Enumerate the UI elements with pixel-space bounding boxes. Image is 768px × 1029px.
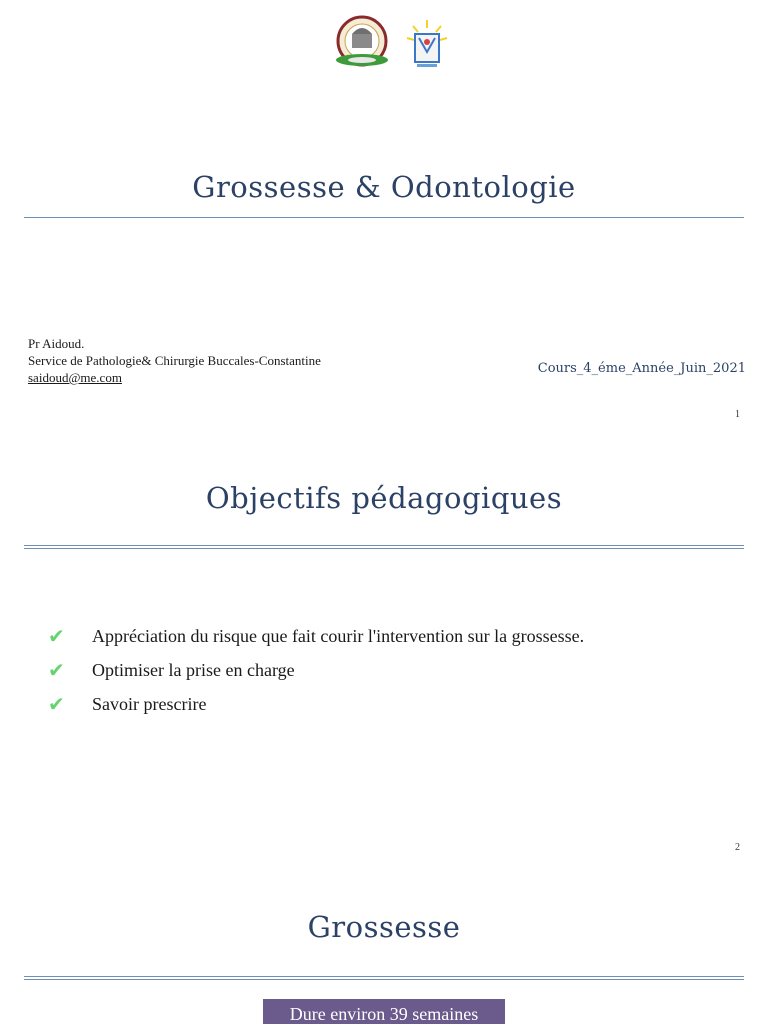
slide-title-objectives: Objectifs pédagogiques bbox=[205, 481, 563, 515]
bullet-text: Appréciation du risque que fait courir l'intervention sur la grossesse. bbox=[92, 625, 585, 646]
list-item bbox=[48, 692, 206, 716]
faculty-logo bbox=[405, 18, 449, 72]
author-name: Pr Aidoud. bbox=[28, 336, 85, 351]
duration-banner: Dure environ 39 semaines bbox=[263, 999, 505, 1024]
slide-title-grossesse: Grossesse bbox=[307, 910, 461, 944]
university-logo bbox=[331, 14, 393, 74]
slide-title-main: Grossesse & Odontologie bbox=[192, 170, 576, 204]
list-item bbox=[48, 624, 584, 648]
bullet-text: Savoir prescrire bbox=[92, 693, 207, 714]
check-icon: ✔ bbox=[48, 692, 65, 716]
author-email-link[interactable]: saidoud@me.com bbox=[28, 370, 122, 385]
bullet-text: Optimiser la prise en charge bbox=[92, 659, 295, 680]
title-divider bbox=[24, 545, 744, 549]
title-divider bbox=[24, 217, 744, 218]
check-icon: ✔ bbox=[48, 624, 65, 648]
page-number: 1 bbox=[735, 409, 740, 420]
course-reference: Cours_4_éme_Année_Juin_2021 bbox=[537, 361, 746, 376]
title-divider bbox=[24, 976, 744, 980]
list-item bbox=[48, 658, 295, 682]
check-icon: ✔ bbox=[48, 658, 65, 682]
department-text: Service de Pathologie& Chirurgie Buccales-Constantine bbox=[28, 353, 321, 368]
page-number: 2 bbox=[735, 842, 740, 853]
